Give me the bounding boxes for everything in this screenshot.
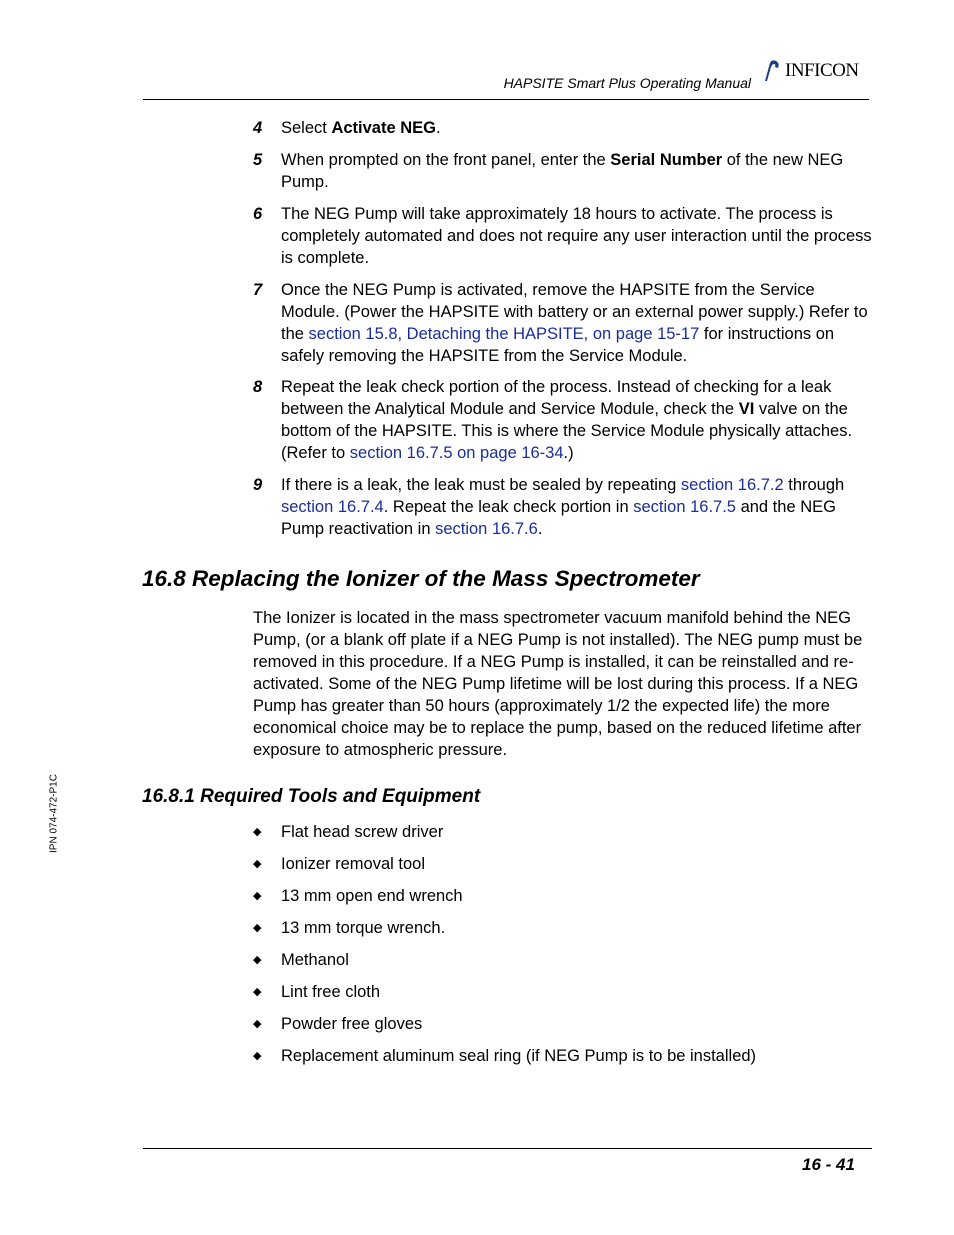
diamond-bullet-icon: ◆ <box>253 922 262 934</box>
step-5 <box>253 149 873 193</box>
step-text: If there is a leak, the leak must be sealed by repeating section 16.7.2 through section 16.7.4. Repeat the leak check portion in section 16.7.5 and the NEG Pump reactivation in section 16.7.6. <box>281 476 845 538</box>
page-number: 16 - 41 <box>802 1155 855 1174</box>
step-number: 7 <box>253 281 263 299</box>
list-item-text: 13 mm open end wrench <box>281 887 463 905</box>
bold-term: VI <box>738 400 755 418</box>
diamond-bullet-icon: ◆ <box>253 890 262 902</box>
list-item <box>253 885 463 907</box>
bold-term: Serial Number <box>610 151 723 169</box>
list-item-text: Methanol <box>281 951 349 969</box>
list-item <box>253 949 349 971</box>
list-item-text: Flat head screw driver <box>281 823 444 841</box>
step-text: Once the NEG Pump is activated, remove the HAPSITE from the Service Module. (Power the HAPSITE with battery or an external power supply.) Refer to the section 15.8, Detaching the HAPSITE, on page 15-17 for instructions on safely removing the HAPSITE from the Service Module. <box>281 281 868 365</box>
step-text: The NEG Pump will take approximately 18 hours to activate. The process is completely automated and does not require any user interaction until the process is complete. <box>281 205 872 267</box>
diamond-bullet-icon: ◆ <box>253 986 262 998</box>
cross-reference-link[interactable]: section 16.7.2 <box>680 476 784 494</box>
step-number: 6 <box>253 205 263 223</box>
logo-text: INFICON <box>785 60 859 81</box>
step-4 <box>253 117 873 139</box>
diamond-bullet-icon: ◆ <box>253 826 262 838</box>
cross-reference-link[interactable]: section 16.7.6 <box>435 520 538 538</box>
diamond-bullet-icon: ◆ <box>253 1050 262 1062</box>
step-text: When prompted on the front panel, enter the Serial Number of the new NEG Pump. <box>281 151 844 191</box>
manual-title: HAPSITE Smart Plus Operating Manual <box>503 75 751 91</box>
inficon-logo <box>762 58 859 84</box>
list-item-text: Replacement aluminum seal ring (if NEG Pump is to be installed) <box>281 1047 757 1065</box>
section-heading: 16.8 Replacing the Ionizer of the Mass Spectrometer <box>142 566 700 591</box>
cross-reference-link[interactable]: section 15.8, Detaching the HAPSITE, on page 15-17 <box>308 325 700 343</box>
cross-reference-link[interactable]: section 16.7.5 on page 16-34 <box>349 444 564 462</box>
list-item <box>253 821 443 843</box>
step-text: Repeat the leak check portion of the process. Instead of checking for a leak between the Analytical Module and Service Module, check the VI valve on the bottom of the HAPSITE. This is where the Service Module physically attaches. (Refer to section 16.7.5 on page 16-34.) <box>281 378 853 462</box>
diamond-bullet-icon: ◆ <box>253 858 262 870</box>
step-6 <box>253 203 873 269</box>
inficon-swoosh-icon <box>762 59 782 83</box>
diamond-bullet-icon: ◆ <box>253 954 262 966</box>
cross-reference-link[interactable]: section 16.7.4 <box>281 498 384 516</box>
step-number: 5 <box>253 151 263 169</box>
list-item-text: Powder free gloves <box>281 1015 423 1033</box>
step-7 <box>253 279 873 367</box>
list-item <box>253 1045 756 1067</box>
list-item <box>253 853 425 875</box>
ipn-code: IPN 074-472-P1C <box>48 774 60 853</box>
section-paragraph: The Ionizer is located in the mass spectrometer vacuum manifold behind the NEG Pump, (or a blank off plate if a NEG Pump is not installed). The NEG pump must be removed in this procedure. If a NEG Pump is installed, it can be reinstalled and re-activated. Some of the NEG Pump lifetime will be lost during this process. If a NEG Pump has greater than 50 hours (approximately 1/2 the expected life) the more economical choice may be to replace the pump, based on the reduced lifetime after exposure to atmospheric pressure. <box>253 609 863 759</box>
cross-reference-link[interactable]: section 16.7.5 <box>633 498 736 516</box>
list-item-text: Ionizer removal tool <box>281 855 425 873</box>
step-text: Select Activate NEG. <box>281 119 441 137</box>
footer-rule <box>143 1148 872 1149</box>
list-item <box>253 1013 422 1035</box>
step-number: 4 <box>253 119 263 137</box>
list-item <box>253 917 445 939</box>
list-item-text: 13 mm torque wrench. <box>281 919 446 937</box>
header-rule <box>143 99 869 100</box>
diamond-bullet-icon: ◆ <box>253 1018 262 1030</box>
step-number: 8 <box>253 378 263 396</box>
step-8 <box>253 376 873 464</box>
subsection-heading: 16.8.1 Required Tools and Equipment <box>142 786 481 807</box>
list-item-text: Lint free cloth <box>281 983 381 1001</box>
step-number: 9 <box>253 476 263 494</box>
step-9 <box>253 474 873 540</box>
list-item <box>253 981 380 1003</box>
bold-term: Activate NEG <box>331 119 436 137</box>
